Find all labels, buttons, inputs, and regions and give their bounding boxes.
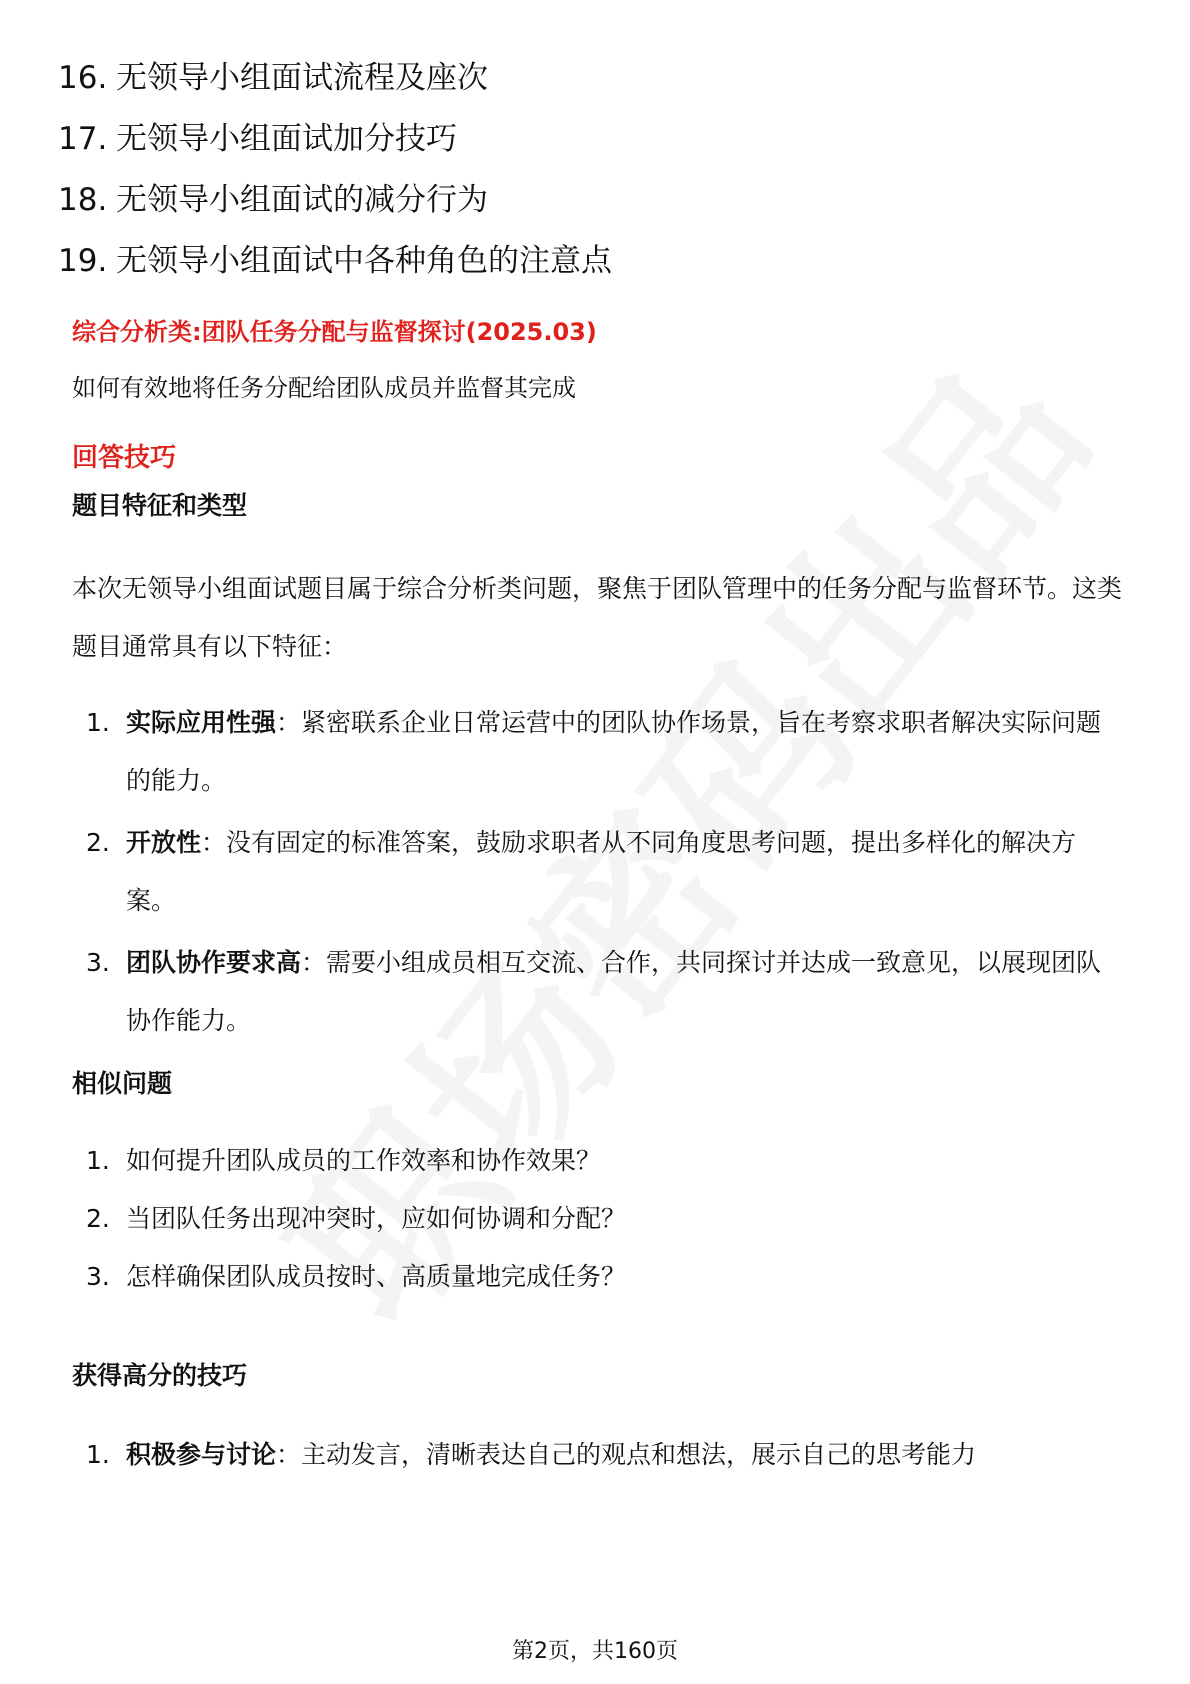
toc-number: 19. xyxy=(58,243,108,279)
list-number: 3. xyxy=(86,948,110,977)
toc-item xyxy=(58,48,612,109)
list-sep: ： xyxy=(201,828,227,857)
list-text: 没有固定的标准答案，鼓励求职者从不同角度思考问题，提出多样化的解决方案。 xyxy=(126,828,1077,915)
section-title: 综合分析类:团队任务分配与监督探讨(2025.03) xyxy=(72,318,597,346)
list-text: 需要小组成员相互交流、合作，共同探讨并达成一致意见，以展现团队协作能力。 xyxy=(126,948,1102,1035)
tips-heading: 获得高分的技巧 xyxy=(72,1361,248,1390)
tips-list xyxy=(72,1426,1122,1484)
list-number: 1. xyxy=(86,1440,110,1469)
list-item xyxy=(72,1248,1122,1306)
features-list xyxy=(72,694,1122,1054)
toc-number: 16. xyxy=(58,60,108,96)
list-item xyxy=(72,1426,1122,1484)
question-text: 如何有效地将任务分配给团队成员并监督其完成 xyxy=(72,374,576,402)
list-text: 当团队任务出现冲突时，应如何协调和分配？ xyxy=(126,1204,627,1233)
list-text: 主动发言，清晰表达自己的观点和想法，展示自己的思考能力 xyxy=(301,1440,977,1469)
toc-number: 17. xyxy=(58,121,108,157)
list-sep: ： xyxy=(276,1440,302,1469)
toc-item xyxy=(58,231,612,292)
list-number: 3. xyxy=(86,1262,110,1291)
list-number: 1. xyxy=(86,1146,110,1175)
page-footer: 第2页，共160页 xyxy=(512,1639,678,1664)
list-term: 实际应用性强 xyxy=(126,708,277,737)
similar-heading: 相似问题 xyxy=(72,1069,173,1098)
toc-text: 无领导小组面试流程及座次 xyxy=(116,60,488,96)
list-text: 如何提升团队成员的工作效率和协作效果？ xyxy=(126,1146,602,1175)
features-heading: 题目特征和类型 xyxy=(72,491,248,520)
toc-text: 无领导小组面试加分技巧 xyxy=(116,121,457,157)
list-sep: ： xyxy=(301,948,327,977)
answer-tip-heading: 回答技巧 xyxy=(72,443,177,473)
list-item xyxy=(72,814,1122,930)
list-text: 紧密联系企业日常运营中的团队协作场景，旨在考察求职者解决实际问题的能力。 xyxy=(126,708,1102,795)
list-item xyxy=(72,934,1122,1050)
list-item xyxy=(72,1132,1122,1190)
list-number: 2. xyxy=(86,1204,110,1233)
list-term: 积极参与讨论 xyxy=(126,1440,277,1469)
toc-text: 无领导小组面试中各种角色的注意点 xyxy=(116,243,612,279)
features-intro: 本次无领导小组面试题目属于综合分析类问题，聚焦于团队管理中的任务分配与监督环节。这类题目通常具有以下特征： xyxy=(72,574,1123,661)
list-item xyxy=(72,1190,1122,1248)
list-text: 怎样确保团队成员按时、高质量地完成任务？ xyxy=(126,1262,627,1291)
toc-item xyxy=(58,109,612,170)
toc-item xyxy=(58,170,612,231)
list-sep: ： xyxy=(276,708,302,737)
similar-list xyxy=(72,1132,1122,1306)
list-number: 1. xyxy=(86,708,110,737)
list-term: 团队协作要求高 xyxy=(126,948,302,977)
toc-list xyxy=(58,48,612,292)
list-term: 开放性 xyxy=(126,828,202,857)
list-item xyxy=(72,694,1122,810)
toc-text: 无领导小组面试的减分行为 xyxy=(116,182,488,218)
toc-number: 18. xyxy=(58,182,108,218)
list-number: 2. xyxy=(86,828,110,857)
